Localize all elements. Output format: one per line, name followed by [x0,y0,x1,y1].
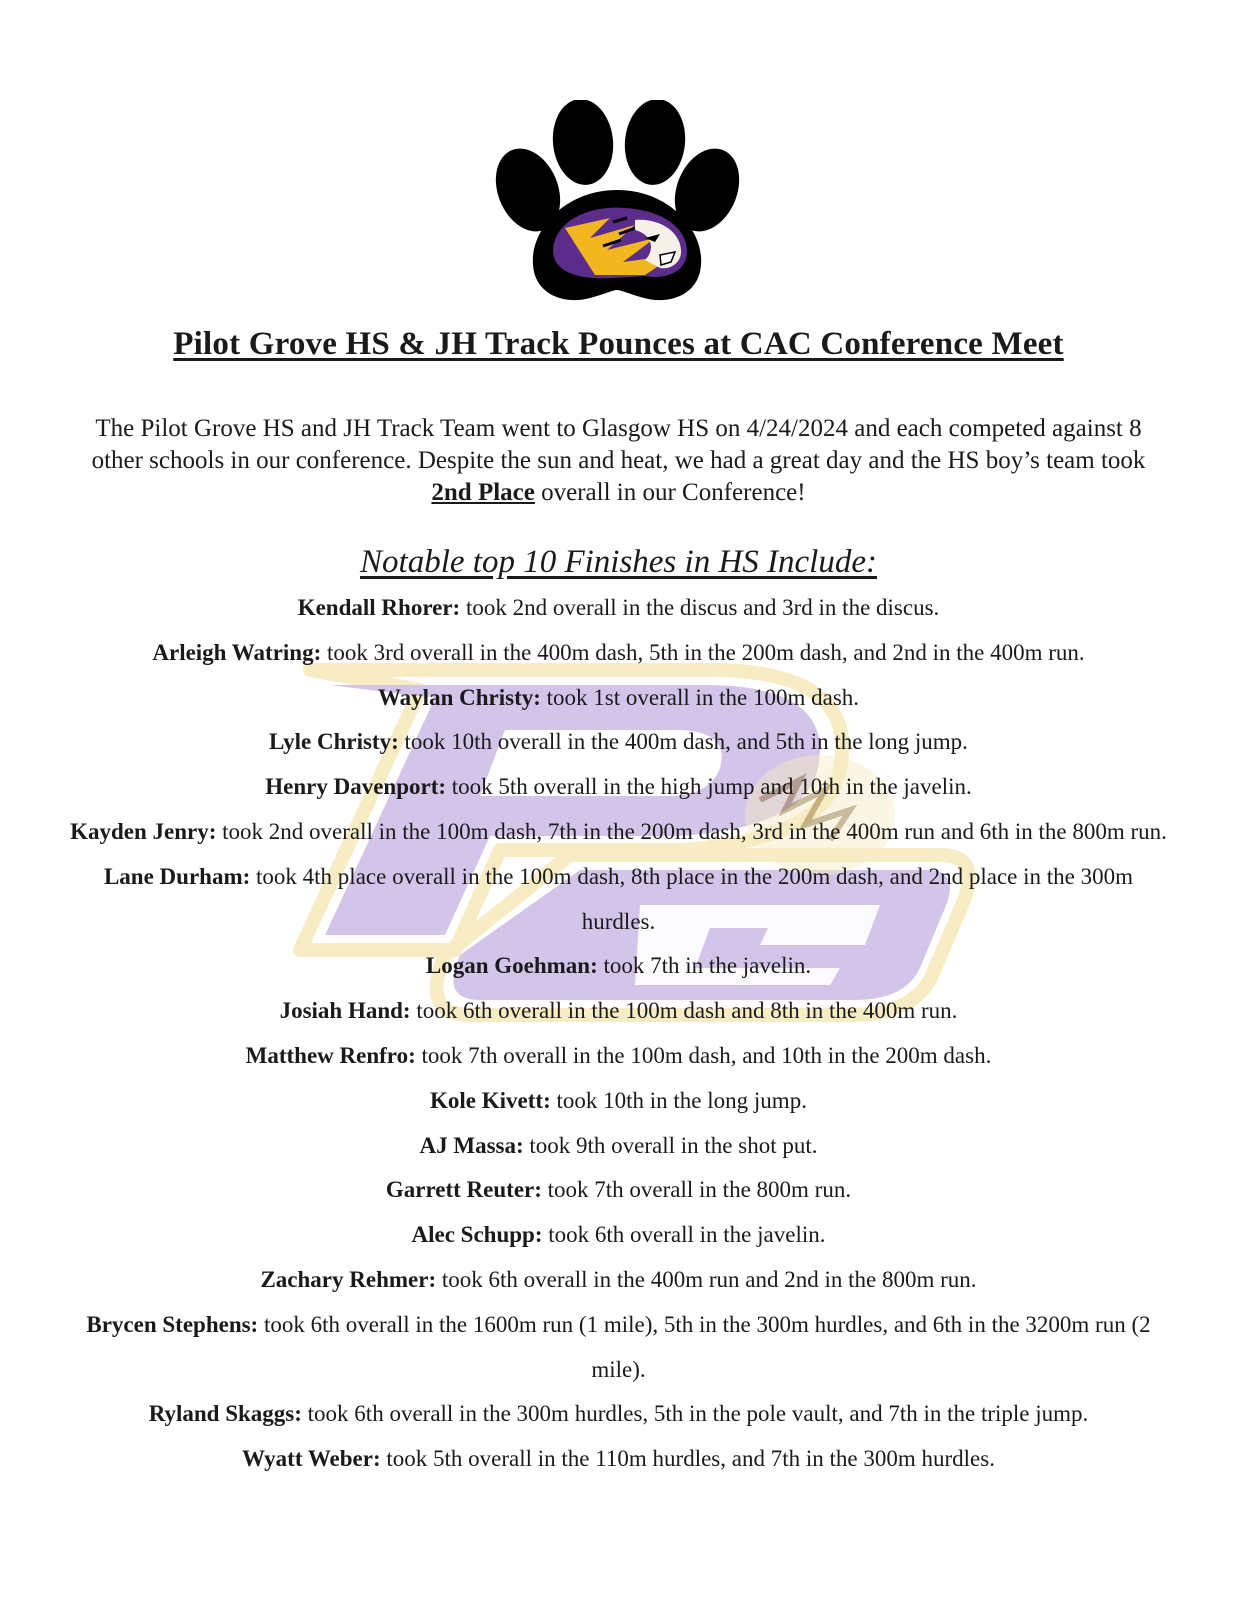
athlete-name: Waylan Christy: [377,684,541,710]
result-item [70,1303,1167,1393]
result-item [70,810,1167,855]
result-text: took 7th overall in the 800m run. [541,1177,852,1203]
athlete-name: Lyle Christy: [269,729,399,755]
athlete-name: Kendall Rhorer: [297,595,461,620]
result-text: took 1st overall in the 100m dash. [540,684,860,710]
section-heading: Notable top 10 Finishes in HS Include: [360,544,877,580]
athlete-name: Logan Goehman: [425,953,598,979]
athlete-name: Ryland Skaggs: [148,1401,302,1427]
athlete-name: Brycen Stephens: [86,1311,259,1337]
result-text: took 7th in the javelin. [597,953,812,979]
result-item [70,944,1167,989]
result-text: took 10th in the long jump. [550,1087,807,1113]
result-text: took 6th overall in the javelin. [542,1222,826,1248]
result-item [70,1258,1167,1303]
athlete-name: AJ Massa: [419,1132,524,1158]
result-text: took 6th overall in the 400m run and 2nd in the 800m run. [436,1266,977,1292]
result-text: took 5th overall in the 110m hurdles, and 7th in the 300m hurdles. [380,1446,995,1472]
athlete-name: Wyatt Weber: [242,1446,381,1472]
intro-text-after: overall in our Conference! [534,479,806,506]
result-text: took 7th overall in the 100m dash, and 10th in the 200m dash. [415,1042,992,1068]
intro-paragraph [70,413,1167,509]
results-list [70,586,1167,1482]
athlete-name: Kayden Jenry: [70,818,217,844]
athlete-name: Kole Kivett: [430,1087,551,1113]
result-item [70,631,1167,676]
result-text: took 3rd overall in the 400m dash, 5th in the 200m dash, and 2nd in the 400m run. [321,639,1085,665]
result-text: took 6th overall in the 300m hurdles, 5th in the pole vault, and 7th in the triple jump. [301,1401,1089,1427]
athlete-name: Henry Davenport: [265,774,447,800]
athlete-name: Matthew Renfro: [245,1042,416,1068]
result-item [70,1437,1167,1482]
result-item [70,765,1167,810]
result-text: took 4th place overall in the 100m dash, 8th place in the 200m dash, and 2nd place in the 300m hurdles. [250,863,1134,934]
athlete-name: Alec Schupp: [411,1222,543,1248]
result-item [70,1079,1167,1124]
result-item [70,1034,1167,1079]
athlete-name: Garrett Reuter: [385,1177,542,1203]
intro-text-before: The Pilot Grove HS and JH Track Team went to Glasgow HS on 4/24/2024 and each competed against 8 other schools in our conference. Despite the sun and heat, we had a great day and the HS boy’s team took [91,415,1146,474]
result-item [70,586,1167,631]
result-text: took 5th overall in the high jump and 10th in the javelin. [446,774,972,800]
result-item [70,1168,1167,1213]
result-item [70,855,1167,945]
athlete-name: Lane Durham: [103,863,251,889]
intro-highlight: 2nd Place [431,479,535,506]
athlete-name: Arleigh Watring: [152,639,322,665]
result-item [70,676,1167,721]
result-text: took 2nd overall in the discus and 3rd in the discus. [460,595,940,620]
result-text: took 2nd overall in the 100m dash, 7th in the 200m dash, 3rd in the 400m run and 6th in the 800m run. [216,818,1167,844]
athlete-name: Zachary Rehmer: [260,1266,437,1292]
result-text: took 10th overall in the 400m dash, and 5th in the long jump. [398,729,968,755]
athlete-name: Josiah Hand: [279,998,411,1024]
result-text: took 9th overall in the shot put. [523,1132,818,1158]
result-text: took 6th overall in the 1600m run (1 mile), 5th in the 300m hurdles, and 6th in the 3200m run (2 mile). [258,1311,1151,1382]
result-text: took 6th overall in the 100m dash and 8th in the 400m run. [410,998,958,1024]
result-item [70,989,1167,1034]
paw-print-tiger-icon [495,100,740,315]
result-item [70,720,1167,765]
result-item [70,1213,1167,1258]
result-item [70,1392,1167,1437]
result-item [70,1124,1167,1169]
page-title: Pilot Grove HS & JH Track Pounces at CAC Conference Meet [173,326,1064,362]
